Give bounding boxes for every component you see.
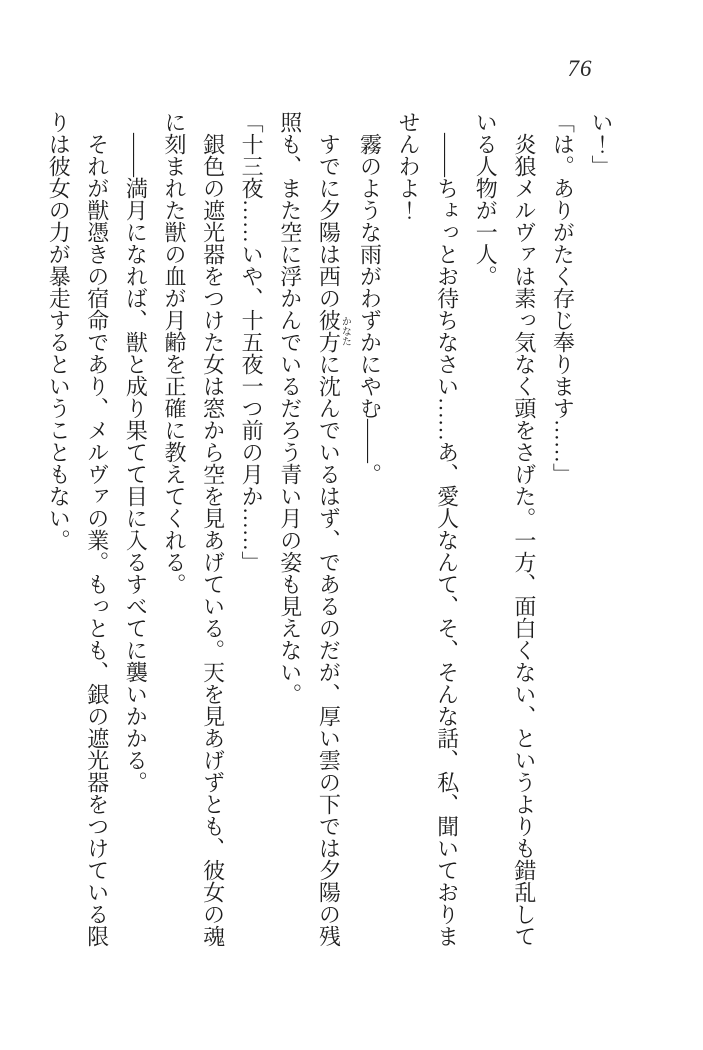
paragraph: ――ちょっとお待ちなさい……あ、愛人なんて、そ、そんな話、私、聞いておりませんわよ！ bbox=[396, 111, 460, 947]
paragraph bbox=[270, 111, 350, 956]
ruby-furigana-text: かなた bbox=[339, 309, 351, 353]
paragraph: 霧のような雨がわずかにやむ――。 bbox=[357, 133, 383, 485]
paragraph: い！」 bbox=[589, 111, 614, 177]
paragraph: 炎狼メルヴァは素っ気なく頭をさげた。一方、面白くない、というよりも錯乱している人物が一人。 bbox=[473, 111, 537, 947]
paragraph: 銀色の遮光器をつけた女は窓から空を見あげている。天を見あげずとも、彼女の魂に刻まれた獣の血が月齢を正確に教えてくれる。 bbox=[161, 111, 226, 947]
ruby-base-text: 彼方 bbox=[316, 309, 342, 353]
vertical-text-block bbox=[38, 111, 620, 956]
ruby-pre-text: すでに夕陽は西の bbox=[316, 133, 342, 309]
paragraph: 「十三夜……いや、十五夜一つ前の月か……」 bbox=[239, 111, 265, 573]
paragraph: それが獣憑きの宿命であり、メルヴァの業。もっとも、銀の遮光器をつけている限りは彼女の力が暴走するということもない。 bbox=[46, 111, 110, 947]
page-number: 76 bbox=[567, 56, 593, 81]
ruby-post-text: に沈んでいるはず、であるのだが、厚い雲の下では夕陽の残照も、また空に浮かんでいるだろう青い月の姿も見えない。 bbox=[277, 111, 342, 947]
paragraph: 「は。ありがたく存じ奉ります……」 bbox=[550, 111, 576, 485]
paragraph: ――満月になれば、獣と成り果てて目に入るすべてに襲いかかる。 bbox=[123, 133, 149, 793]
ruby-annotation bbox=[316, 309, 351, 353]
